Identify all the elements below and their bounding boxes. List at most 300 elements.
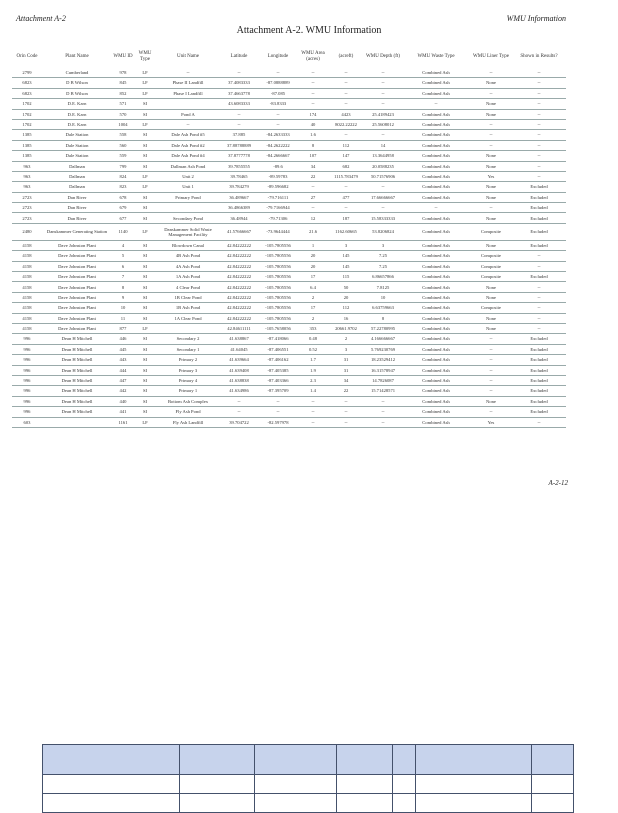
table-cell: 42.84222222 [220,303,258,313]
table-cell: 9 [112,292,134,302]
table-cell: Dale Ash Pond #2 [156,140,220,150]
table-cell: None [470,109,512,119]
table-cell: 603 [12,417,42,427]
table-cell: 57.22780995 [364,323,402,333]
table-cell: 37.88788889 [220,140,258,150]
column-header: Latitude [230,54,248,59]
table-cell: Combined Ash [402,140,470,150]
table-cell: 1161 [112,417,134,427]
table-cell: 107 [298,151,328,161]
table-cell: -- [220,119,258,129]
table-cell: Pond A [156,109,220,119]
table-cell: None [470,161,512,171]
table-cell: 677 [112,213,134,223]
table-cell: SI [134,151,156,161]
table-cell: Dallman Ash Pond [156,161,220,171]
table-cell: Primary 3 [156,365,220,375]
table-cell: -- [512,251,566,261]
table-cell: 558 [112,130,134,140]
table-cell: 187 [328,213,364,223]
table-row [12,109,566,119]
table-cell: 852 [112,88,134,98]
table-cell: -- [470,407,512,417]
table-cell: 2723 [12,192,42,202]
table-cell: Unit 1 [156,182,220,192]
table-cell: 477 [328,192,364,202]
table-cell: 4A Ash Pond [156,261,220,271]
table-cell: 996 [12,386,42,396]
table-cell: 6.4 [298,282,328,292]
table-cell: -- [512,99,566,109]
table-cell: SI [134,99,156,109]
table-cell: D.E. Karn [42,109,112,119]
table-cell [156,203,220,213]
table-cell: Dean H Mitchell [42,396,112,406]
blank-cell [532,775,574,794]
table-row [12,119,566,129]
table-cell: Excluded [512,223,566,240]
table-cell: SI [134,213,156,223]
table-cell: LF [134,171,156,181]
table-cell: 2 [328,334,364,344]
table-cell: -- [470,88,512,98]
table-row [12,140,566,150]
table-cell: 53.8206824 [364,223,402,240]
table-cell: 1B Ash Pond [156,303,220,313]
table-cell: Composite [470,272,512,282]
table-cell: 6823 [12,88,42,98]
table-cell: 353 [298,323,328,333]
table-cell: Excluded [512,365,566,375]
table-cell: -- [220,109,258,119]
table-cell: 445 [112,344,134,354]
blank-cell [416,775,532,794]
table-cell: 42.84222222 [220,282,258,292]
table-cell: SI [134,313,156,323]
table-cell: -79.71306 [258,213,298,223]
table-cell: Dave Johnston Plant [42,292,112,302]
table-cell: Secondary Pond [156,213,220,223]
table-cell: 571 [112,99,134,109]
table-cell: -- [364,99,402,109]
table-cell: -84.2633333 [258,130,298,140]
table-cell: Dave Johnston Plant [42,323,112,333]
table-cell: 963 [12,161,42,171]
table-cell: Dave Johnston Plant [42,282,112,292]
table-cell: Yes [470,171,512,181]
table-cell: 145 [328,251,364,261]
table-cell: 31 [328,355,364,365]
table-cell: None [470,313,512,323]
table-cell: 4158 [12,261,42,271]
table-row [12,272,566,282]
table-cell: 447 [112,375,134,385]
table-cell: Excluded [512,272,566,282]
table-cell: 678 [112,192,134,202]
table-cell: -- [258,109,298,119]
table-cell: -105.7805556 [258,251,298,261]
table-cell: 20 [328,292,364,302]
table-cell: LF [134,323,156,333]
table-cell: 4423 [328,109,364,119]
table-cell: 4158 [12,282,42,292]
blank-header-cell [255,745,337,775]
table-cell: None [470,292,512,302]
table-cell: 25.4189423 [364,109,402,119]
table-cell: 112 [328,140,364,150]
table-cell: Excluded [512,386,566,396]
table-cell: 8 [364,313,402,323]
table-cell: Dean H Mitchell [42,355,112,365]
table-cell: Dale Ash Pond #5 [156,130,220,140]
table-cell: 440 [112,396,134,406]
blank-cell [255,794,337,813]
table-cell: Dave Johnston Plant [42,303,112,313]
column-header: Plant Name [65,54,89,59]
table-cell: 682 [328,161,364,171]
table-cell: 41.638838 [220,375,258,385]
table-cell: -- [512,161,566,171]
blank-cell [255,775,337,794]
table-cell: 41.639664 [220,355,258,365]
table-row [12,130,566,140]
table-cell: Composite [470,223,512,240]
table-cell: -- [470,68,512,78]
table-cell: 996 [12,355,42,365]
table-cell: -- [258,396,298,406]
table-cell: -- [298,417,328,427]
table-cell: 14 [364,140,402,150]
table-cell: 31 [328,365,364,375]
table-cell: -- [470,203,512,213]
table-cell: -105.7658056 [258,323,298,333]
table-row [12,407,566,417]
table-cell: -- [512,261,566,271]
table-cell: 41.634986 [220,386,258,396]
table-cell: None [470,323,512,333]
table-cell: -84.2622222 [258,140,298,150]
table-row [12,396,566,406]
table-cell: 17 [298,303,328,313]
table-cell [156,99,220,109]
table-cell: -- [512,140,566,150]
table-cell: 42.84222222 [220,313,258,323]
table-cell: 4158 [12,292,42,302]
table-cell: 2799 [12,68,42,78]
table-cell: Combined Ash [402,130,470,140]
table-cell: SI [134,282,156,292]
table-cell: 4.166666667 [364,334,402,344]
table-cell: Excluded [512,355,566,365]
table-cell: -- [220,396,258,406]
table-cell: -- [258,119,298,129]
table-cell: SI [134,192,156,202]
column-header: WMU Area (acres) [301,51,325,62]
table-cell: -- [258,68,298,78]
table-cell: 4 [112,240,134,250]
table-cell: 4158 [12,303,42,313]
table-cell: 39.7855555 [220,161,258,171]
table-cell: 39.704722 [220,417,258,427]
table-cell: Combined Ash [402,375,470,385]
table-cell: SI [134,292,156,302]
table-cell: -- [328,203,364,213]
table-cell: SI [134,355,156,365]
table-row [12,386,566,396]
table-row [12,355,566,365]
table-cell: Dean H Mitchell [42,386,112,396]
table-cell: Combined Ash [402,261,470,271]
table-cell: D B Wilson [42,78,112,88]
table-cell: 996 [12,407,42,417]
table-cell: 1A Ash Pond [156,272,220,282]
table-cell: 41.64045 [220,344,258,354]
table-cell: 145 [328,261,364,271]
table-cell: -87.406162 [258,355,298,365]
table-cell: -87.395709 [258,386,298,396]
table-cell: -- [328,78,364,88]
table-cell: Combined Ash [402,240,470,250]
table-cell: 36.489667 [220,192,258,202]
table-cell: Combined Ash [402,365,470,375]
table-row [12,213,566,223]
column-header: Orin Code [16,54,38,59]
table-cell: 18.23529412 [364,355,402,365]
table-cell: Dallman [42,182,112,192]
table-row [12,261,566,271]
column-header: WMU Liner Type [473,54,509,59]
table-cell: 50 [328,282,364,292]
blank-cell [180,794,255,813]
table-cell: Dallman [42,171,112,181]
table-cell: Dale Station [42,151,112,161]
table-cell: Combined Ash [402,272,470,282]
table-cell: 17.66666667 [364,192,402,202]
table-cell: 20 [298,251,328,261]
table-cell: -- [328,68,364,78]
table-cell: None [470,282,512,292]
table-cell: -- [364,130,402,140]
table-cell: 0.52 [298,344,328,354]
table-cell: -- [364,182,402,192]
table-cell: 42.84611111 [220,323,258,333]
table-cell: None [470,213,512,223]
table-cell: SI [134,109,156,119]
table-cell: -- [328,396,364,406]
table-cell: -- [512,313,566,323]
table-cell: -- [298,88,328,98]
blank-header-cell [532,745,574,775]
table-cell: Combined Ash [402,292,470,302]
table-cell: Dave Johnston Plant [42,251,112,261]
blank-header-cell [393,745,416,775]
table-cell: -79.716111 [258,192,298,202]
table-cell: -- [364,417,402,427]
blank-cell [416,794,532,813]
table-cell: 444 [112,365,134,375]
table-cell: 559 [112,151,134,161]
table-cell: Combined Ash [402,161,470,171]
table-row [12,292,566,302]
table-cell: 22 [328,386,364,396]
table-cell: Combined Ash [402,386,470,396]
table-cell: SI [134,161,156,171]
table-cell: 36.4866389 [220,203,258,213]
table-cell: SI [134,407,156,417]
table-cell: LF [134,68,156,78]
table-cell: Secondary 1 [156,344,220,354]
table-cell: -87.405385 [258,365,298,375]
table-cell: Excluded [512,375,566,385]
table-cell: -- [512,130,566,140]
table-cell: SI [134,130,156,140]
table-cell: -105.7805556 [258,292,298,302]
table-cell: Dean H Mitchell [42,344,112,354]
table-cell: 16.31578947 [364,365,402,375]
table-cell: 4158 [12,251,42,261]
column-header: WMU Type [138,51,152,62]
table-row [12,251,566,261]
table-cell: 441 [112,407,134,417]
table-cell: -- [402,203,470,213]
table-cell: -- [364,78,402,88]
column-header: Unit Name [176,54,200,59]
table-cell: -87.418066 [258,334,298,344]
table-body [12,68,566,427]
table-cell: 4158 [12,240,42,250]
table-cell: 679 [112,203,134,213]
table-cell: -- [470,386,512,396]
table-cell: Combined Ash [402,251,470,261]
table-cell: Dean H Mitchell [42,334,112,344]
table-row [12,68,566,78]
blank-table-header [43,745,574,775]
table-cell: Phase I Landfill [156,88,220,98]
table-cell: Combined Ash [402,213,470,223]
table-cell: 8 [298,140,328,150]
table-cell: SI [134,261,156,271]
column-header: (acreft) [338,54,354,59]
table-cell: -- [512,88,566,98]
table-cell: SI [134,344,156,354]
table-cell: LF [134,417,156,427]
table-cell: 1702 [12,119,42,129]
table-cell: Dave Johnston Plant [42,240,112,250]
table-cell: Combined Ash [402,303,470,313]
table-cell: 34 [328,375,364,385]
blank-table-row [43,775,574,794]
table-cell: 570 [112,109,134,119]
table-cell: 39.78465 [220,171,258,181]
table-cell: 174 [298,109,328,119]
table-cell: -- [298,203,328,213]
table-cell: -- [328,407,364,417]
table-row [12,313,566,323]
table-cell: -- [402,99,470,109]
table-cell: -- [298,396,328,406]
table-cell: 40 [298,119,328,129]
header-left: Attachment A-2 [16,14,66,23]
table-cell: 2 [298,313,328,323]
table-cell: Secondary 2 [156,334,220,344]
table-cell: -- [298,407,328,417]
table-cell [42,417,112,427]
table-cell: 16 [328,313,364,323]
table-row [12,417,566,427]
table-cell: -- [470,334,512,344]
table-cell: 4B Ash Pond [156,251,220,261]
table-cell: 21.6 [298,223,328,240]
table-cell: 2723 [12,213,42,223]
table-cell: -- [328,88,364,98]
table-cell: Dave Johnston Plant [42,272,112,282]
table-cell: Excluded [512,192,566,202]
table-cell: 15.71428571 [364,386,402,396]
table-cell: -- [512,151,566,161]
table-row [12,334,566,344]
table-cell: Cumberland [42,68,112,78]
table-cell: Excluded [512,213,566,223]
table-cell: 22 [298,171,328,181]
column-header: Shown in Results? [520,54,558,59]
table-cell: 443 [112,355,134,365]
table-cell: -- [470,119,512,129]
table-cell: 37.4083333 [220,78,258,88]
wmu-table [12,46,566,428]
table-cell: 3 [364,240,402,250]
table-cell: 43.6083333 [220,99,258,109]
table-row [12,192,566,202]
table-cell: 27 [298,192,328,202]
table-cell: Combined Ash [402,334,470,344]
table-cell: Primary 1 [156,386,220,396]
table-cell: 4158 [12,323,42,333]
table-cell: Combined Ash [402,119,470,129]
table-cell: Blowdown Canal [156,240,220,250]
table-cell: SI [134,365,156,375]
table-cell: 42.84222222 [220,272,258,282]
blank-header-cell [180,745,255,775]
table-cell: 41.638867 [220,334,258,344]
table-cell: Combined Ash [402,396,470,406]
table-cell: Combined Ash [402,88,470,98]
table-cell: Combined Ash [402,355,470,365]
table-cell: 25.5608012 [364,119,402,129]
table-cell: 1A Clear Pond [156,313,220,323]
table-cell: -- [298,182,328,192]
table-cell: -- [298,99,328,109]
table-cell: 824 [112,171,134,181]
table-cell: 799 [112,161,134,171]
table-cell: -- [156,119,220,129]
table-cell: -105.7805556 [258,272,298,282]
table-cell: -- [328,182,364,192]
table-row [12,323,566,333]
table-cell: -- [364,407,402,417]
table-cell: Combined Ash [402,182,470,192]
table-cell: -- [328,417,364,427]
table-cell: Excluded [512,240,566,250]
blank-header-cell [43,745,180,775]
table-cell: -- [512,119,566,129]
table-cell: 1702 [12,99,42,109]
table-cell: 4 Clear Pond [156,282,220,292]
table-cell: Phase II Landfill [156,78,220,88]
table-cell: 8022.22222 [328,119,364,129]
blank-cell [393,775,416,794]
table-cell: 14.7826087 [364,375,402,385]
table-cell: 1.4 [298,386,328,396]
